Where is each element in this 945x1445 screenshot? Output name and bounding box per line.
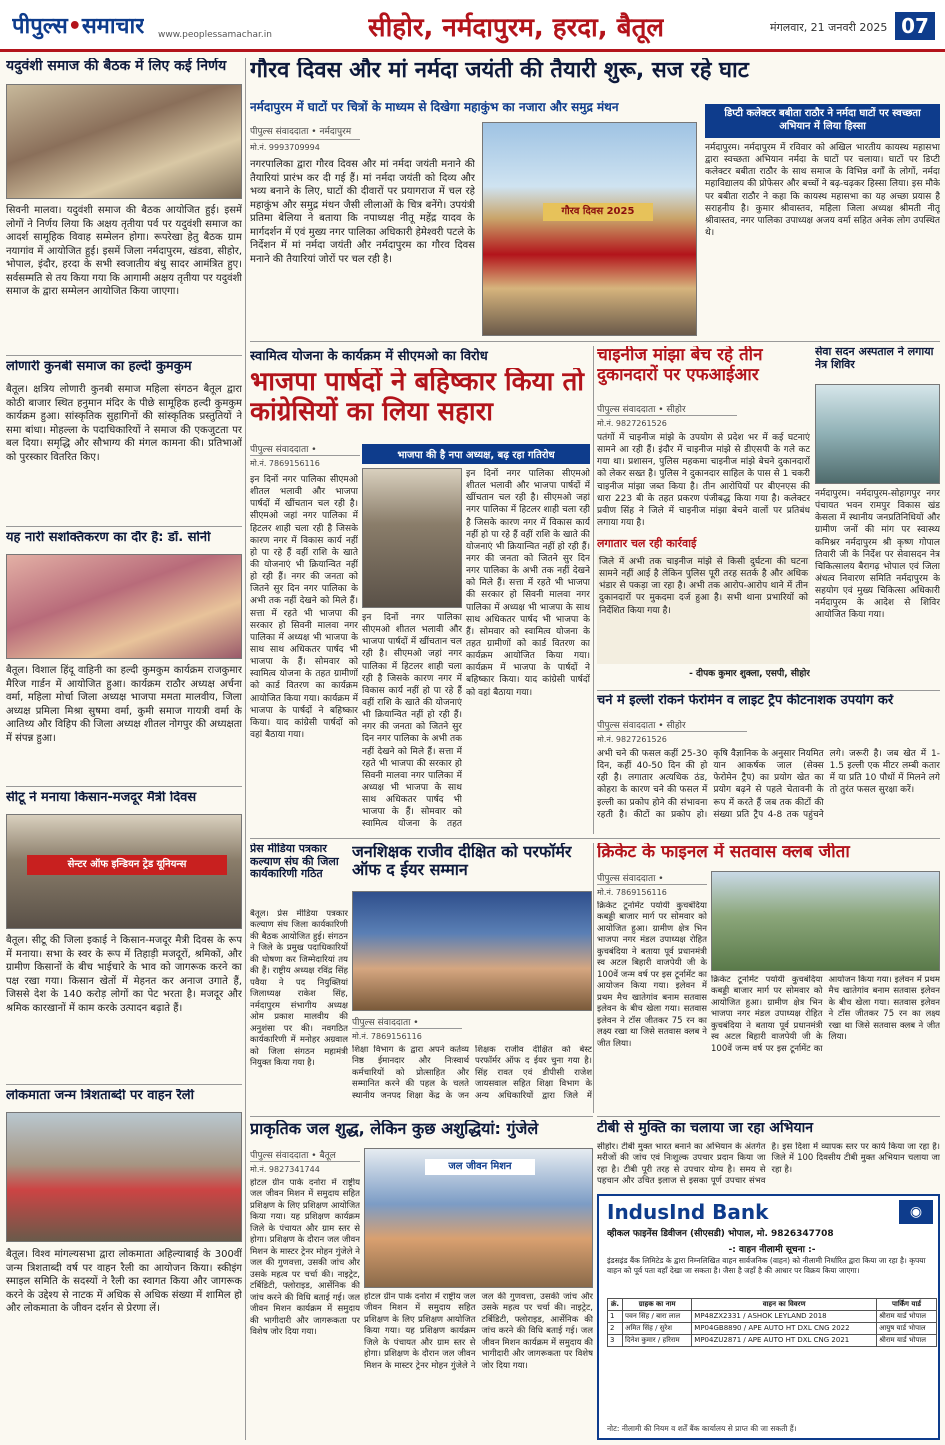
subhead-swamitva: भाजपा की है नपा अध्यक्ष, बढ़ रहा गतिरोध [362,444,590,464]
table-row [608,1311,937,1323]
column-divider [593,346,594,834]
byline-chane: पीपुल्स संवाददाता • सीहोर [597,718,747,732]
table-cell: MP04ZU2871 / APE AUTO HT DXL CNG 2021 [692,1335,877,1347]
ad-address: व्हीकल फाइनेंस डिवीजन (सीएसडी) भोपाल, मो. 9826347708 [607,1229,834,1239]
ad-notice-title: -: वाहन नीलामी सूचना :- [728,1245,816,1254]
ghat-banner: गौरव दिवस 2025 [543,203,653,221]
story-press-media: बैतूल। प्रेस मीडिया पत्रकार कल्याण संघ जिला कार्यकारिणी की बैठक आयोजित हुई। संगठन ने जिले के प्रमुख पदाधिकारियों की घोषणा कर जिम्मेदारियां तय की हैं। राष्ट्रीय अध्यक्ष रविंद्र सिंह पवैया ने पद नियुक्तियां जिलाध्यक्ष राकेश सिंह, नर्मदापुरम संभागीय अध्यक्ष ओम प्रकाश मालवीय की अनुशंसा पर की। नवगठित कार्यकारिणी में मनोहर अग्रवाल को जिला संगठन महामंत्री नियुक्त किया गया है। [250,909,348,1069]
headline-press-media[interactable]: प्रेस मीडिया पत्रकार कल्याण संघ की जिला कार्यकारिणी गठित [250,843,339,881]
table-cell: 2 [608,1323,623,1335]
story-block-tb [597,1120,940,1190]
photo-jal-jeevan-mission [364,1148,593,1288]
story-jal-col1: होटल ग्रीन पार्क दनोरा में राष्ट्रीय जल जीवन मिशन में समुदाय सहित प्रशिक्षण के लिए प्रशिक्षण आयोजित किया गया। यह प्रशिक्षण कार्यक्रम जिले के पंचायत और ग्राम स्तर से होगा। प्रशिक्षण के दौरान जल जीवन मिशन के मास्टर ट्रेनर मोहन गुंजेले ने जल की गुणवत्ता, उसकी जांच और उसके महत्व पर चर्चा की। नाइट्रेट, टर्बिडिटी, फ्लोराइड, आर्सेनिक की जांच करने की विधि बताई गई। जल जीवन मिशन कार्यक्रम में समुदाय की भागीदारी और जागरूकता पर विशेष जोर दिया गया। [250,1178,360,1338]
story-tb: सीहोर। टीबी मुक्त भारत बनाने का अभियान के अंतर्गत मरीजों की जांच एवं निःशुल्क उपचार प्रदान किया जा रहा है। टीबी पूरी तरह से उपचार योग्य है। समय से पहचान और उचित इलाज से इसका पूर्ण उपचार संभव है। इस दिशा में व्यापक स्तर पर कार्य किया जा रहा है। जिले में 100 दिवसीय टीबी मुक्त अभियान चलाया जा रहा है। [597,1142,940,1187]
photo-nagar-palika [362,468,462,608]
byline-cricket: पीपुल्स संवाददाता • [597,871,707,885]
photo-yaduvanshi-meeting [6,84,242,199]
story-block-seva-sadan [815,346,940,686]
divider [597,1116,940,1117]
photo-eye-camp [815,384,940,484]
ad-vehicle-table [607,1298,937,1422]
table-cell: श्रीराम यार्ड भोपाल [877,1335,937,1347]
headline-gaurav-diwas[interactable]: गौरव दिवस और मां नर्मदा जयंती की तैयारी शुरू, सज रहे घाट [250,58,749,83]
headline-babita-rathore[interactable]: डिप्टी कलेक्टर बबीता राठौर ने नर्मदा घाटों पर स्वच्छता अभियान में लिया हिस्सा [705,104,940,138]
col-header: क्रं. [608,1299,623,1311]
mobile-gaurav: मो.नं. 9993709994 [250,143,320,152]
story-swamitva-col1: इन दिनों नगर पालिका सीएमओ शीतल भलावी और भाजपा पार्षदों में खींचतान चल रही है। सीएमओ जहां नगर पालिका में हिटलर शाही चला रही है जिसके कारण नगर में विकास कार्य नहीं हो पा रहे हैं वहीं राशि के खाते की योजनाएं भी क्रियान्वित नहीं हो रही हैं। नगर की जनता को जितने सुर दिन नगर पालिका के अभी तक नहीं देखने को मिले हैं। सत्ता में रहते भी भाजपा की सरकार हो सिवनी मालवा नगर पालिका में अध्यक्ष भी भाजपा के साथ साथ अधिकतर पार्षद भी भाजपा के हैं। सोमवार को स्वामित्व योजना के तहत ग्रामीणों को कार्ड वितरण का कार्यक्रम आयोजित किया गया। कार्यक्रम में भाजपा के पार्षदों ने बहिष्कार किया। याद कांग्रेसी पार्षदों को वहां बैठाया गया। [250,475,358,740]
story-gaurav-diwas: नगरपालिका द्वारा गौरव दिवस और मां नर्मदा जयंती मनाने की तैयारियां प्रारंभ कर दी गई हैं। मां नर्मदा जयंती को दिव्य और भव्य बनाने के लिए, घाटों की दीवारों पर प्रयागराज में चल रहे महाकुंभ और समुद्र मंथन जैसी लीलाओं के चित्र बनेंगे। उपयंत्री प्रतिमा बेलिया ने बताया कि नपाध्यक्ष नीतू महेंद्र यादव के मार्गदर्शन में एवं मुख्य नगर पालिका अधिकारी हेमेश्वरी पटले के निर्देशन में मां नर्मदा जयंती और नर्मदापुरम का गौरव दिवस मनाने की तैयारियां जोरों पर चल रही है। [250,159,475,265]
table-row [608,1323,937,1335]
photo-narmada-ghat [482,122,697,336]
headline-cricket-final[interactable]: क्रिकेट के फाइनल में सतवास क्लब जीता [597,843,850,862]
kicker-swamitva: स्वामित्व योजना के कार्यक्रम में सीएमओ का विरोध [250,349,488,364]
divider [250,1116,593,1117]
mobile-jal: मो.नं. 9827341744 [250,1165,320,1174]
table-cell: पवन सिंह / बारा लाल [623,1311,692,1323]
byline-swamitva: पीपुल्स संवाददाता • [250,442,360,456]
col-header: पार्किंग यार्ड [877,1299,937,1311]
col-header: ग्राहक का नाम [623,1299,692,1311]
headline-lokmata[interactable]: लोकमाता जन्म त्रिशताब्दी पर वाहन रैली [6,1089,194,1103]
subhead-gaurav-diwas: नर्मदापुरम में घाटों पर चित्रों के माध्यम से दिखेगा महाकुंभ का नजारा और समुद्र मंथन [250,100,619,114]
column-divider [245,58,246,1440]
story-block-janshikshak [352,843,592,1113]
photo-haldi-kumkum-women [6,554,242,659]
story-block-press-media [250,843,348,1113]
left-column [6,58,242,1440]
table-cell: अमित सिंह / सुरेश [623,1323,692,1335]
union-banner: सेन्टर ऑफ इन्डियन ट्रेड यूनियन्स [27,855,227,875]
divider [250,341,940,342]
story-jal-col2: होटल ग्रीन पार्क दनोरा में राष्ट्रीय जल जीवन मिशन में समुदाय सहित प्रशिक्षण के लिए प्रशिक्षण आयोजित किया गया। यह प्रशिक्षण कार्यक्रम जिले के पंचायत और ग्राम स्तर से होगा। प्रशिक्षण के दौरान जल जीवन मिशन के मास्टर ट्रेनर मोहन गुंजेले ने जल की गुणवत्ता, उसकी जांच और उसके महत्व पर चर्चा की। नाइट्रेट, टर्बिडिटी, फ्लोराइड, आर्सेनिक की जांच करने की विधि बताई गई। जल जीवन मिशन कार्यक्रम में समुदाय की भागीदारी और जागरूकता पर विशेष जोर दिया गया। [364,1292,593,1371]
table-row [608,1335,937,1347]
story-block-manjha [597,346,810,686]
byline-gaurav: पीपुल्स संवाददाता • नर्मदापुरम [250,124,360,140]
story-swamitva-col3: इन दिनों नगर पालिका सीएमओ शीतल भलावी और भाजपा पार्षदों में खींचतान चल रही है। सीएमओ जहां नगर पालिका में हिटलर शाही चला रही है जिसके कारण नगर में विकास कार्य नहीं हो पा रहे हैं वहीं राशि के खाते की योजनाएं भी क्रियान्वित नहीं हो रही हैं। नगर की जनता को जितने सुर दिन नगर पालिका के अभी तक नहीं देखने को मिले हैं। सत्ता में रहते भी भाजपा की सरकार हो सिवनी मालवा नगर पालिका में अध्यक्ष भी भाजपा के साथ साथ अधिकतर पार्षद भी भाजपा के हैं। सोमवार को स्वामित्व योजना के तहत [362,613,462,830]
story-cricket-col2: क्रिकेट टूर्नामेंट पर्यायी कुचबंदिया कबड्डी बाजार मार्ग पर सोमवार को आयोजित हुआ। ग्रामीण क्षेत्र भिन भाजपा नगर मंडल उपाध्यक्ष रोहित कुचबंदिया ने बताया पूर्व प्रधानमंत्री स्व अटल बिहारी वाजपेयी जी के 100वें जन्म वर्ष पर इस टूर्नामेंट का आयोजन किया गया। इलेवन में प्रथम मैच खातेगांव बनाम सतवास इलेवन के बीच खेला गया। सतवास इलेवन ने टॉस जीतकर 75 रन का लक्ष्य रखा था जिसे सतवास क्लब ने जीत लिया। [711,975,940,1054]
headline-yaduvanshi[interactable]: यदुवंशी समाज की बैठक में लिए कई निर्णय [6,58,227,74]
headline-seva-sadan[interactable]: सेवा सदन अस्पताल ने लगाया नेत्र शिविर [815,346,934,371]
headline-chane-illi[interactable]: चने में इल्ली रोकने फेरोमेन व लाइट ट्रैप कीटनाशक उपयोग करें [597,694,894,708]
divider [597,690,940,691]
ad-footer-note: नोट: नीलामी की नियम व शर्तें बैंक कार्यालय से प्राप्त की जा सकती हैं। [607,1424,797,1433]
headline-situ[interactable]: सीटू ने मनाया किसान-मजदूर मैत्री दिवस [6,791,197,805]
lead-story-gaurav-diwas [250,58,940,338]
photo-cricket-team [711,871,940,971]
ad-notice-text: इंडसइंड बैंक लिमिटेड के द्वारा निम्नलिखित वाहन सार्वजनिक (वाहन) को नीलामी निर्धारित द्वारा किया जा रहा है। कृपया वाहन को पूर्व पता वहाँ देखा जा सकता है। जैसा है जहाँ है की आधार पर विक्रय किया जाएगा। [607,1256,926,1275]
story-lokmata: बैतूल। विश्व मांगल्यसभा द्वारा लोकमाता अहिल्याबाई के 300वीं जन्म त्रिशताब्दी वर्ष पर वाहन रैली का आयोजन किया। स्कीइंग स्माइल समिति के सदस्यों ने रैली का स्वागत किया और जागरूक करने के उद्देश्य से नाटक में अधिक से अधिक संख्या में शामिल हो और लोकमाता के जीवन दर्शन से प्रेरणा लें। [6,1249,242,1314]
table-cell: MP04GB8890 / APE AUTO HT DXL CNG 2022 [692,1323,877,1335]
story-swamitva-col2: इन दिनों नगर पालिका सीएमओ शीतल भलावी और भाजपा पार्षदों में खींचतान चल रही है। सीएमओ जहां नगर पालिका में हिटलर शाही चला रही है जिसके कारण नगर में विकास कार्य नहीं हो पा रहे हैं वहीं राशि के खाते की योजनाएं भी क्रियान्वित नहीं हो रही हैं। नगर की जनता को जितने सुर दिन नगर पालिका के अभी तक नहीं देखने को मिले हैं। सत्ता में रहते भी भाजपा की सरकार हो सिवनी मालवा नगर पालिका में अध्यक्ष भी भाजपा के साथ साथ अधिकतर पार्षद भी भाजपा के हैं। सोमवार को स्वामित्व योजना के तहत ग्रामीणों को कार्ड वितरण का कार्यक्रम आयोजित किया गया। कार्यक्रम में भाजपा के पार्षदों ने बहिष्कार किया। याद कांग्रेसी पार्षदों को वहां बैठाया गया। [466,469,590,698]
mobile-chane: मो.नं. 9827261526 [597,735,667,744]
advertisement-indusind [597,1194,940,1440]
section-title: सीहोर, नर्मदापुरम, हरदा, बैतूल [368,13,665,43]
story-chane: अभी चने की फसल कहीं 25-30 दिन, कहीं 40-50 दिन की हो रही है। लगातार अत्यधिक ठंड, कोहरा के कारण चने की फसल में इल्ली का प्रकोप होने की संभावना रहती है। कीटों का प्रकोप हो। कृषि वैज्ञानिक के अनुसार नियमित यान आकर्षक जाल (सेक्स फेरोमेन ट्रैप) का प्रयोग खेत का प्रयोग बढ़ने से पहले चेतावनी के रूप में करते हैं जब तक कीटों की संख्या प्रति ट्रैप 4-8 तक पहुंचने लगे। जरूरी है। जब खेत में 1-1.5 इल्ली एक मीटर लम्बी कतार में या प्रति 10 पौधों में मिलने लगे तो तुरंत फसल सुरक्षा करें। [597,749,940,820]
table-cell: दिनेश कुमार / हरिराम [623,1335,692,1347]
photo-vehicle-rally [6,1112,242,1242]
mobile-janshikshak: मो.नं. 7869156116 [352,1032,422,1041]
divider [6,1084,242,1085]
newspaper-logo[interactable]: पीपुल्स•समाचार [12,14,145,39]
headline-janshikshak[interactable]: जनशिक्षक राजीव दीक्षित को परफॉर्मर ऑफ द ईयर सम्मान [352,843,572,880]
box-title-manjha: लगातार चल रही कार्रवाई [597,537,697,550]
story-seva-sadan: नर्मदापुरम। नर्मदापुरम-सोहागपुर नगर पंचायत भवन रामपुर विकास खंड केसला में स्थानीय जनप्रतिनिधियों और ग्रामीण जनों की मांग पर स्वास्थ्य कमिश्नर नर्मदापुरम श्री कृष्ण गोपाल तिवारी जी के निर्देश पर सेवासदन नेत्र चिकित्सालय बैरागढ़ भोपाल एवं जिला अंधत्व निवारण समिति नर्मदापुरम के सहयोग एवं मुख्य चिकित्सा अधिकारी नर्मदापुरम के आदेश से शिविर आयोजित किया गया। [815,489,940,621]
story-block-cricket [597,843,940,1113]
divider [6,786,242,787]
story-block-chane [597,694,940,834]
mobile-swamitva: मो.नं. 7869156116 [250,459,320,468]
bank-logo-icon: ◉ [899,1200,933,1224]
story-janshikshak: शिक्षा विभाग के द्वारा अपने कर्तव्य निष्ठ ईमानदार और निःस्वार्थ कर्मचारियों को प्रोत्साहित और सम्मानित करने की पहल के चलते स्थानीय जनपद शिक्षा केंद्र के जन शिक्षक राजीव दीक्षित को बेस्ट परफॉर्मर ऑफ द ईयर चुना गया है। सिंह रावत एवं डीपीसी राजेश जायसवाल सहित शिक्षा विभाग के अन्य अधिकारियों द्वारा जिले में [352,1045,592,1101]
ad-table-header [608,1299,937,1311]
col-header: वाहन का विवरण [692,1299,877,1311]
divider [6,355,242,356]
photo-situ-rally [6,814,242,929]
byline-manjha: पीपुल्स संवाददाता • सीहोर [597,402,737,416]
headline-chinese-manjha[interactable]: चाइनीज मांझा बेच रहे तीन दुकानदारों पर एफआईआर [597,346,763,385]
headline-tb-mukti[interactable]: टीबी से मुक्ति का चलाया जा रहा अभियान [597,1120,813,1136]
mobile-manjha: मो.नं. 9827261526 [597,419,667,428]
issue-date: मंगलवार, 21 जनवरी 2025 [770,21,888,34]
byline-janshikshak: पीपुल्स संवाददाता • [352,1015,462,1029]
box-text-manjha: जिले में अभी तक चाइनीज मांझे से किसी दुर्घटना की घटना सामने नहीं आई है लेकिन पुलिस पूरी तरह सतर्क है और अधिक भंडार से पकड़ा जा रहा है। अभी तक आरोप-आरोप थाने में तीन दुकानदारों पर मुकदमा दर्ज हुआ है। सभी थाना प्रभारियों को निर्देशित किया गया है। [597,554,810,664]
mobile-cricket: मो.नं. 7869156116 [597,888,667,897]
headline-jal-shuddh[interactable]: प्राकृतिक जल शुद्ध, लेकिन कुछ अशुद्धियां: गुंजेले [250,1120,539,1138]
headline-nari-sashaktikaran[interactable]: यह नारी सशक्तिकरण का दौर है: डॉ. सोनी [6,531,211,545]
table-cell: 3 [608,1335,623,1347]
story-block-jal [250,1120,593,1440]
divider [6,526,242,527]
logo-separator: • [67,14,82,39]
byline-jal: पीपुल्स संवाददाता • बैतूल [250,1148,360,1162]
photo-award-ceremony [352,891,592,1011]
table-cell: श्रीराम यार्ड भोपाल [877,1311,937,1323]
table-cell: आयुष यार्ड भोपाल [877,1323,937,1335]
divider [250,838,940,839]
ad-bank-name[interactable]: IndusInd Bank [607,1200,769,1224]
page-number: 07 [895,12,935,40]
headline-bhajpa-parshad[interactable]: भाजपा पार्षदों ने बहिष्कार किया तो कांग्रेसियों का लिया सहारा [250,368,585,427]
story-cricket-col1: क्रिकेट टूर्नामेंट पर्यायी कुचबंदिया कबड्डी बाजार मार्ग पर सोमवार को आयोजित हुआ। ग्रामीण क्षेत्र भिन भाजपा नगर मंडल उपाध्यक्ष रोहित कुचबंदिया ने बताया पूर्व प्रधानमंत्री स्व अटल बिहारी वाजपेयी जी के 100वें जन्म वर्ष पर इस टूर्नामेंट का आयोजन किया गया। इलेवन में प्रथम मैच खातेगांव बनाम सतवास इलेवन के बीच खेला गया। सतवास इलेवन ने टॉस जीतकर 75 रन का लक्ष्य रखा था जिसे सतवास क्लब ने जीत लिया। [597,901,707,1049]
website-url[interactable]: www.peoplessamachar.in [158,30,272,40]
story-block-swamitva [250,346,590,834]
story-manjha: पतंगों में चाइनीज मांझे के उपयोग से प्रदेश भर में कई घटनाएं सामने आ रही हैं। इंदौर में चाइनीज मांझे से डीएसपी के गले कट गया था। प्रशासन, पुलिस महकमा चाइनीज मांझे बेचने दुकानदारों को लेकर सख्त है। पुलिस ने दुकानदार साहिल के पास से 1 चकरी चाइनीज मांझा जब्त किया है। तीन आरोपियों पर बीएनएस की धारा 223 बी के तहत प्रकरण पंजीबद्ध किया गया है। कलेक्टर प्रवीण सिंह ने जिले में चाइनीज मांझा बेचने वालों पर प्रतिबंध लगाया गया है। [597,433,810,528]
jal-mission-banner: जल जीवन मिशन [425,1159,535,1175]
story-yaduvanshi: सिवनी मालवा। यदुवंशी समाज की बैठक आयोजित हुई। इसमें लोगों ने निर्णय लिया कि अक्षय तृतीया पर्व पर यदुवंशी समाज का आदर्श सामूहिक विवाह सम्मेलन होगा। रूपरेखा हेतु बैठक ग्राम नयागांव में आयोजित हुई। इसमें जिला नर्मदापुरम, खंडवा, सीहोर, भोपाल, इंदौर, हरदा के सभी स्वजातीय बंधु सादर आमंत्रित हुए। सर्वसम्मति से तय किया गया कि आगामी अक्षय तृतीया पर यदुवंशी समाज के द्वारा सम्मेलन आयोजित किया जाएगा। [6,205,242,297]
story-nari: बैतूल। विशाल हिंदू वाहिनी का हल्दी कुमकुम कार्यक्रम राजकुमार मैरिज गार्डन में आयोजित हुआ। कार्यक्रम राठौर अध्यक्ष अर्चना वर्मा, महिला मोर्चा जिला अध्यक्ष भाजपा ममता मालवीय, जिला अध्यक्ष प्रमिला मिश्रा सुषमा वर्मा, कुमी समाज गायत्री वर्मा के आतिथ्य और विहिप की जिला अध्यक्ष शीतल नोगपुर की अध्यक्षता में संपन्न हुआ। [6,665,242,744]
story-lonari: बैतूल। क्षत्रिय लोणारी कुनबी समाज महिला संगठन बैतूल द्वारा कोठी बाजार स्थित हनुमान मंदिर के पीछे सामूहिक हल्दी कुमकुम कार्यक्रम हुआ। सांस्कृतिक सुहागिनों की सांस्कृतिक प्रस्तुतियों ने समा बांधा। मोहल्ला के पदाधिकारियों ने समाज की एकजुटता पर बल दिया। समृद्धि और सौभाग्य की मंगल कामना की। प्रतिभाओं को पुरस्कार वितरित किए। [6,384,242,463]
table-cell: 1 [608,1311,623,1323]
story-situ: बैतूल। सीटू की जिला इकाई ने किसान-मजदूर मैत्री दिवस के रूप में मनाया। सभा के स्वर के रूप में तिहाड़ी मजदूरों, श्रमिकों, और ग्रामीण किसानों के बीच भाईचारे के भाव को जागरूक करने का पक्ष रखा गया। किसान खेतों में मेहनत कर अनाज उगाते हैं, जिससे देश के 140 करोड़ लोगों का पेट भरता है। मजदूर और श्रमिक कारखानों में काम करके उत्पादन बढ़ाते हैं। [6,935,242,1014]
story-babita-rathore: नर्मदापुरम। नर्मदापुरम में रविवार को अखिल भारतीय कायस्थ महासभा द्वारा स्वच्छता अभियान नर्मदा के घाटों पर चलाया। घाटों पर डिप्टी कलेक्टर बबीता राठौर के साथ समाज के विभिन्न वर्गों के लोगों, नर्मदा महाविद्यालय की प्रोफेसर और बच्चों ने बढ़-चढ़कर हिस्सा लिया। इस मौके पर बबीता राठौर ने कहा कि कायस्थ महासभा का यह अच्छा प्रयास है सराहनीय है। कुमार श्रीवास्तव, महिला जिला अध्यक्ष श्रीमती नीतू श्रीवास्तव, नगर पालिका उपाध्यक्ष अजय वर्मा सहित अनेक लोग उपस्थित थे। [705,143,940,238]
masthead [0,0,945,52]
box-sign-manjha: - दीपक कुमार शुक्ला, एसपी, सीहोर [689,669,810,679]
table-cell: MP48ZX2331 / ASHOK LEYLAND 2018 [692,1311,877,1323]
column-divider [593,843,594,1113]
headline-lonari[interactable]: लोणारी कुनबी समाज का हल्दी कुमकुम [6,360,192,374]
